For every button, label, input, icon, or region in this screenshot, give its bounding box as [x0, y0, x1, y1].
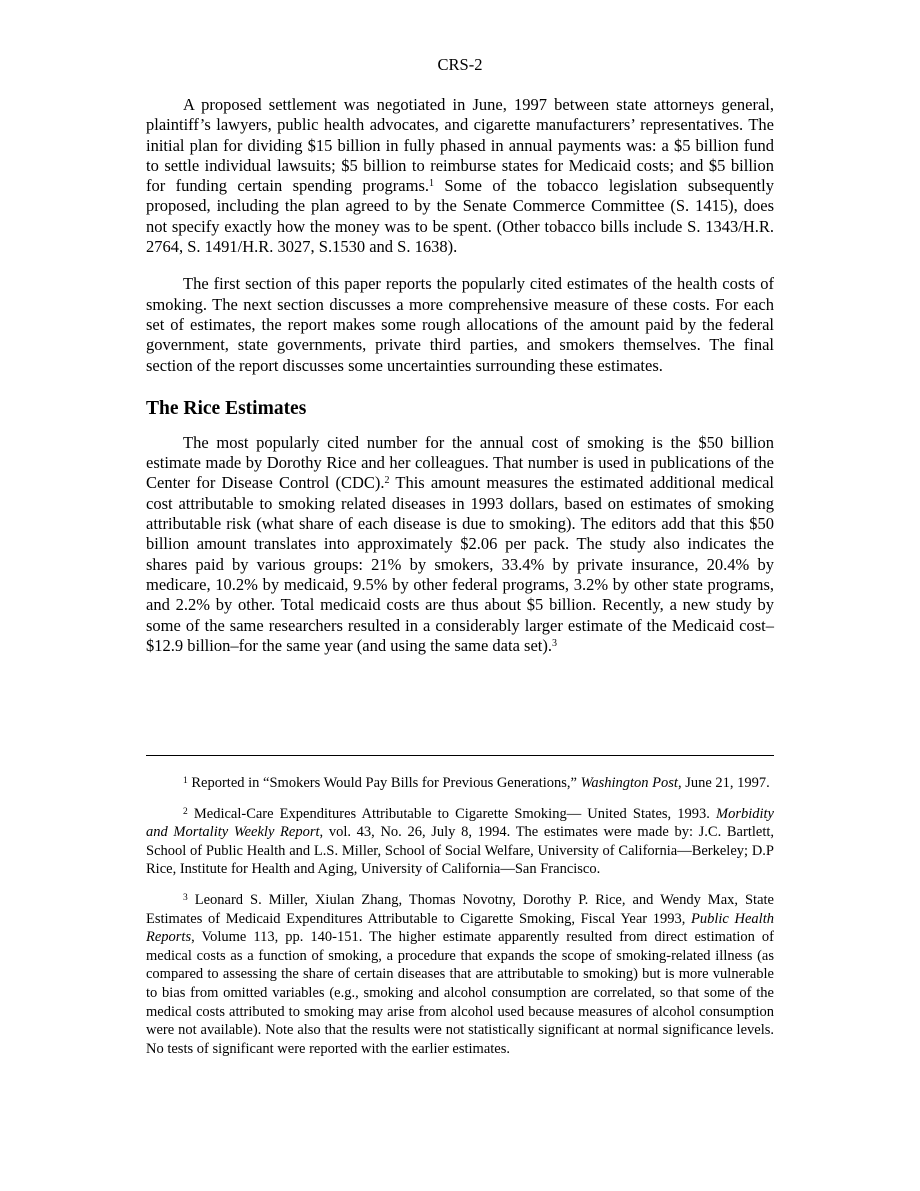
footnote-italic: Public Health Reports	[146, 910, 774, 946]
footnotes	[146, 774, 774, 1058]
footnote-ref[interactable]: 3	[551, 637, 557, 649]
footnote-mark: 2	[183, 806, 188, 817]
footnote-mark: 1	[183, 776, 188, 786]
footnote-text: , vol. 43, No. 26, July 8, 1994. The estimates were made by: J.C. Bartlett, School of Public Health and L.S. Miller, School of Social Welfare, University of California—Berkeley; D.P Rice, Institute for Health and Aging, University of California—San Francisco.	[146, 824, 774, 878]
paragraph-rice-estimates	[146, 433, 774, 656]
footnote-text: , Volume 113, pp. 140-151. The higher estimate apparently resulted from direct estimation of medical costs as a function of smoking, a procedure that expands the scope of smoking-related illness (as compared to assessing the share of certain diseases that are attributable to smoking) but is more vulnerable to bias from omitted variables (e.g., smoking and alcohol consumption are correlated, so that some of the medical costs attributed to smoking may arise from alcohol used because measures of alcohol consumption were not available). Note also that the results were not statistically significant at normal significance levels. No tests of significant were reported with the earlier estimates.	[146, 929, 774, 1057]
paragraph-text: A proposed settlement was negotiated in June, 1997 between state attorneys general, plaintiff’s lawyers, public health advocates, and cigarette manufacturers’ representatives. The initial plan for dividing $15 billion in fully phased in annual payments was: a $5 billion fund to settle individual lawsuits; $5 billion to reimburse states for Medicaid costs; and $5 billion for funding certain spending programs.	[146, 95, 774, 196]
paragraph-text: Some of the tobacco legislation subsequently proposed, including the plan agreed to by the Senate Commerce Committee (S. 1415), does not specify exactly how the money was to be spent. (Other tobacco bills include S. 1343/H.R. 2764, S. 1491/H.R. 3027, S.1530 and S. 1638).	[146, 176, 774, 257]
footnote-ref[interactable]: 2	[384, 475, 390, 487]
footnote-2	[146, 805, 774, 879]
footnote-text: , June 21, 1997.	[677, 775, 770, 791]
footnote-text: Leonard S. Miller, Xiulan Zhang, Thomas Novotny, Dorothy P. Rice, and Wendy Max, State Estimates of Medicaid Expenditures Attributable to Cigarette Smoking, Fiscal Year 1993,	[146, 891, 774, 927]
document-body	[146, 95, 774, 656]
paragraph-settlement	[146, 95, 774, 257]
footnote-mark: 3	[183, 892, 188, 903]
footnote-text: Medical-Care Expenditures Attributable to Cigarette Smoking— United States, 1993.	[187, 805, 716, 822]
footnote-ref[interactable]: 1	[429, 178, 434, 190]
footnote-italic: Washington Post	[580, 775, 678, 791]
paragraph-text: This amount measures the estimated additional medical cost attributable to smoking related diseases in 1993 dollars, based on estimates of smoking attributable risk (what share of each disease is due to smoking). The editors add that this $50 billion amount translates into approximately $2.06 per pack. The study also indicates the shares paid by various groups: 21% by smokers, 33.4% by private insurance, 20.4% by medicare, 10.2% by medicaid, 9.5% by other federal programs, 3.2% by other state programs, and 2.2% by other. Total medicaid costs are thus about $5 billion. Recently, a new study by some of the same researchers resulted in a considerably larger estimate of the Medicaid cost–$12.9 billion–for the same year (and using the same data set).	[146, 473, 775, 655]
paragraph-overview: The first section of this paper reports the popularly cited estimates of the health costs of smoking. The next section discusses a more comprehensive measure of these costs. For each set of estimates, the report makes some rough allocations of the amount paid by the federal government, state governments, private third parties, and smokers themselves. The final section of the report discusses some uncertainties surrounding these estimates.	[146, 274, 774, 375]
footnote-3	[146, 891, 774, 1058]
footnote-1	[146, 774, 774, 793]
footnote-text: Reported in “Smokers Would Pay Bills for Previous Generations,”	[187, 775, 581, 791]
footnote-italic: Morbidity and Mortality Weekly Report	[146, 805, 774, 841]
section-heading: The Rice Estimates	[146, 397, 307, 419]
footnote-divider	[146, 755, 774, 756]
paragraph-text: The most popularly cited number for the annual cost of smoking is the $50 billion estimate made by Dorothy Rice and her colleagues. That number is used in publications of the Center for Disease Control (CDC).	[146, 432, 774, 493]
page-header: CRS-2	[437, 55, 483, 74]
